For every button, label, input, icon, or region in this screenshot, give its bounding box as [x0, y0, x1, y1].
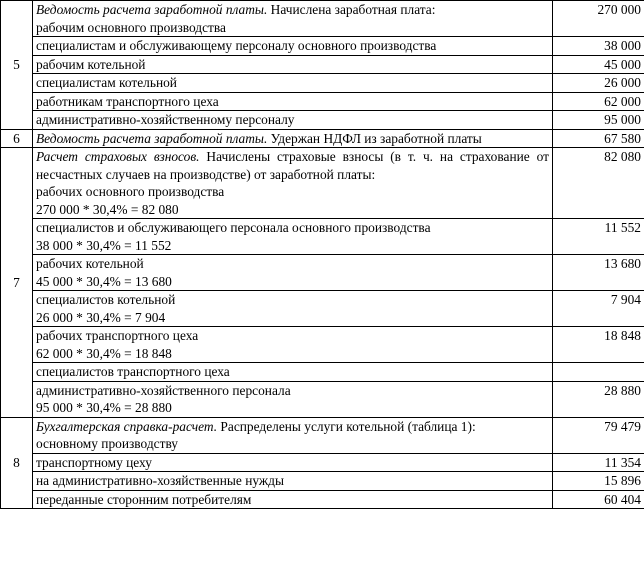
table-row — [1, 74, 644, 93]
calculation-line: 45 000 * 30,4% = 13 680 — [36, 273, 172, 289]
table-row — [1, 490, 644, 509]
operation-text: рабочих котельной — [36, 256, 144, 271]
amount-cell: 28 880 — [553, 381, 644, 417]
amount-cell: 11 552 — [553, 219, 644, 255]
amount-cell: 79 479 — [553, 417, 644, 453]
amount-cell: 67 580 — [553, 129, 644, 148]
table-row — [1, 111, 644, 130]
operation-cell — [33, 381, 553, 417]
operation-cell: рабочим котельной — [33, 55, 553, 74]
amount-cell: 26 000 — [553, 74, 644, 93]
amount-cell: 95 000 — [553, 111, 644, 130]
table-row — [1, 363, 644, 382]
operation-cell: на административно-хозяйственные нужды — [33, 472, 553, 491]
amount-cell: 60 404 — [553, 490, 644, 509]
document-name: Бухгалтерская справка-расчет. — [36, 418, 218, 434]
operation-cell: специалистов транспортного цеха — [33, 363, 553, 382]
document-name: Расчет страховых взносов. — [36, 149, 200, 164]
operation-text: административно-хозяйственного персонала — [36, 382, 291, 398]
operation-cell: специалистам и обслуживающему персоналу основного производства — [33, 37, 553, 56]
calculation-line: 38 000 * 30,4% = 11 552 — [36, 237, 172, 253]
operation-text: Распределены услуги котельной (таблица 1): — [217, 418, 476, 434]
operation-cell: транспортному цеху — [33, 453, 553, 472]
amount-cell — [553, 363, 644, 382]
operation-cell — [33, 291, 553, 327]
table-row — [1, 219, 644, 255]
amount-cell: 7 904 — [553, 291, 644, 327]
amount-cell: 15 896 — [553, 472, 644, 491]
amount-cell: 45 000 — [553, 55, 644, 74]
operation-text: специалистов и обслуживающего персонала основного производства — [36, 220, 431, 235]
operation-text: Начислена заработная плата: — [267, 2, 436, 17]
table-row — [1, 148, 644, 219]
operation-cell: административно-хозяйственному персоналу — [33, 111, 553, 130]
amount-cell: 18 848 — [553, 327, 644, 363]
operation-text: рабочих транспортного цеха — [36, 328, 199, 343]
amount-cell: 270 000 — [553, 1, 644, 37]
table-row — [1, 37, 644, 56]
operation-cell — [33, 129, 553, 148]
table-row — [1, 453, 644, 472]
operation-cell — [33, 1, 553, 37]
amount-cell: 13 680 — [553, 255, 644, 291]
row-number: 5 — [1, 1, 33, 130]
table-row — [1, 291, 644, 327]
table-row — [1, 129, 644, 148]
table-row — [1, 327, 644, 363]
document-name: Ведомость расчета заработной платы. — [36, 2, 268, 17]
row-number: 8 — [1, 417, 33, 509]
operation-text: Начислены страховые взносы (в т. ч. на страхование от несчастных случаев на производстве) от заработной платы: — [36, 149, 549, 182]
calculation-line: 62 000 * 30,4% = 18 848 — [36, 345, 172, 361]
table-row — [1, 417, 644, 453]
table-row — [1, 381, 644, 417]
table-row — [1, 255, 644, 291]
operation-cell — [33, 417, 553, 453]
operation-cell: переданные сторонним потребителям — [33, 490, 553, 509]
amount-cell: 82 080 — [553, 148, 644, 219]
row-number: 6 — [1, 129, 33, 148]
operation-subline: основному производству — [36, 436, 179, 451]
operation-subline: рабочим основного производства — [36, 19, 226, 35]
table-row — [1, 1, 644, 37]
amount-cell: 62 000 — [553, 92, 644, 111]
operation-cell — [33, 219, 553, 255]
row-number: 7 — [1, 148, 33, 418]
table-row — [1, 92, 644, 111]
operation-cell: работникам транспортного цеха — [33, 92, 553, 111]
calculation-line: 26 000 * 30,4% = 7 904 — [36, 309, 166, 325]
operation-cell — [33, 255, 553, 291]
operation-cell: специалистам котельной — [33, 74, 553, 93]
operation-cell — [33, 148, 553, 219]
amount-cell: 38 000 — [553, 37, 644, 56]
table-row — [1, 472, 644, 491]
calculation-line: 95 000 * 30,4% = 28 880 — [36, 400, 172, 415]
operation-text: Удержан НДФЛ из заработной платы — [267, 130, 482, 146]
document-name: Ведомость расчета заработной платы. — [36, 130, 268, 146]
calculation-line: 270 000 * 30,4% = 82 080 — [36, 201, 179, 217]
operation-cell — [33, 327, 553, 363]
table-row — [1, 55, 644, 74]
amount-cell: 11 354 — [553, 453, 644, 472]
operation-text: специалистов котельной — [36, 292, 176, 307]
operation-subline: рабочих основного производства — [36, 184, 225, 199]
